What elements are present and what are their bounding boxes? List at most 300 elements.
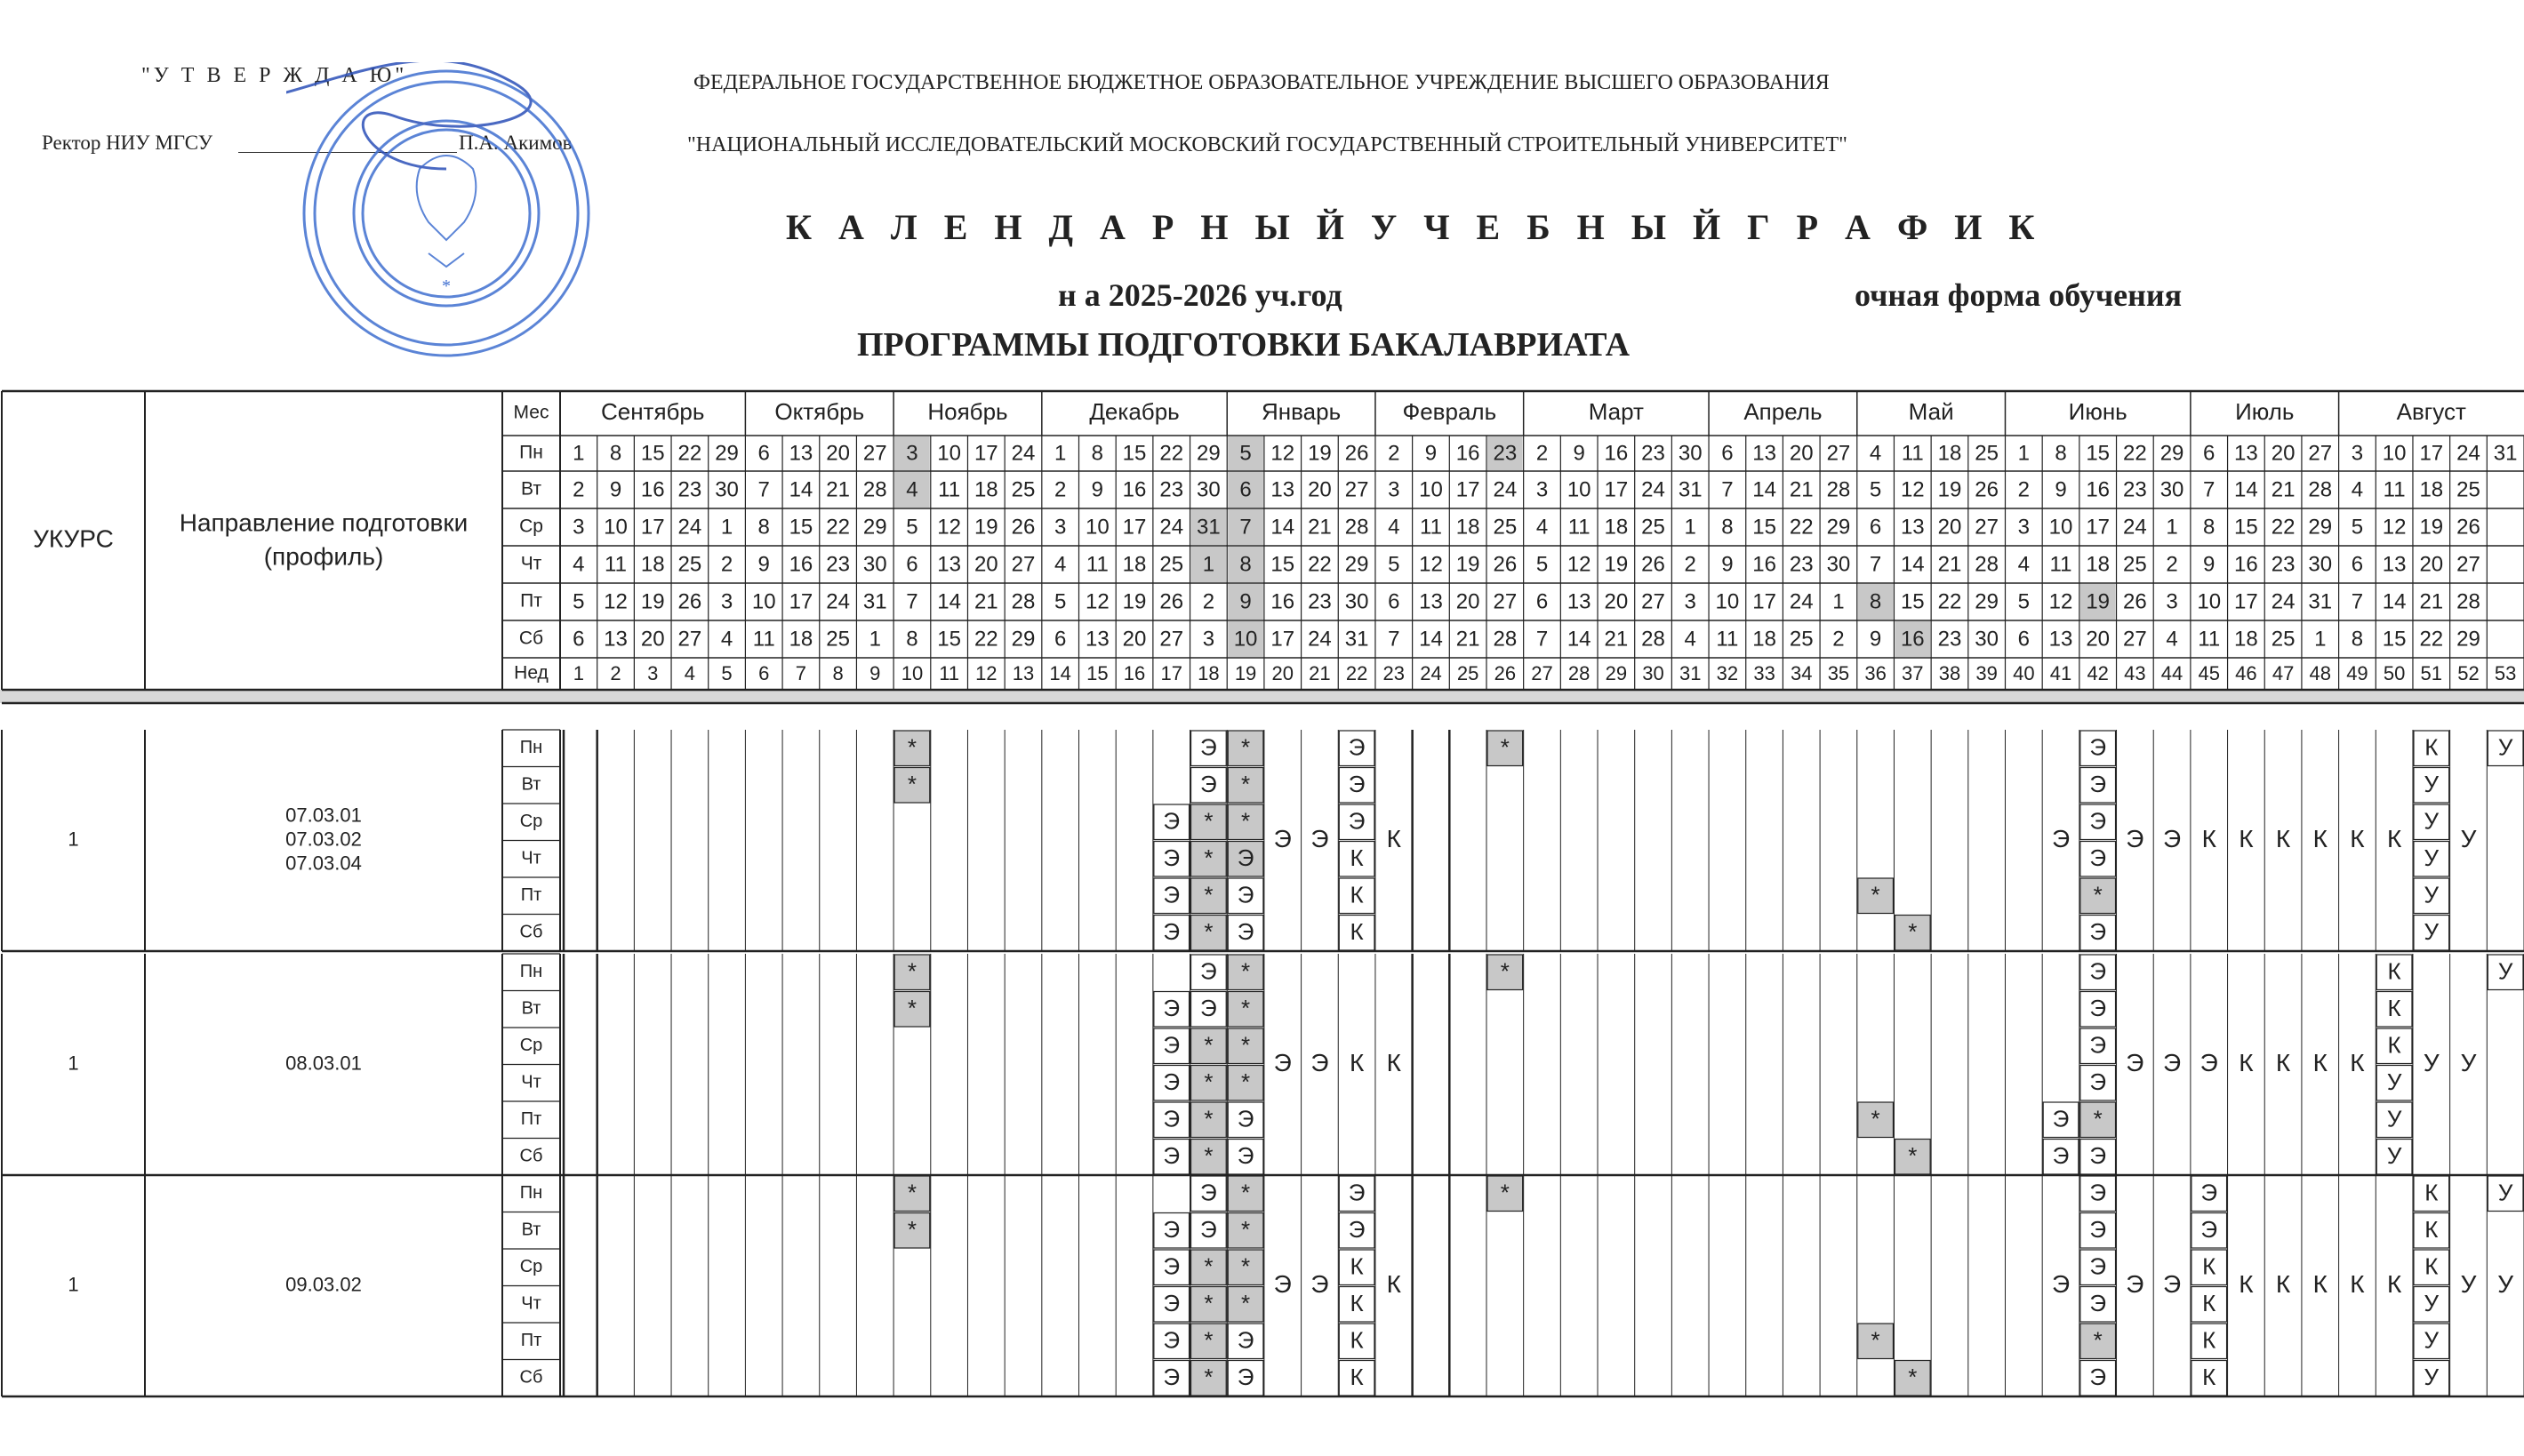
schedule-mark: *: [1241, 1179, 1251, 1206]
week-mark: Э: [2162, 824, 2182, 852]
schedule-mark: К: [1350, 1290, 1364, 1317]
date-cell: 30: [862, 552, 887, 577]
date-cell: 8: [1239, 552, 1252, 577]
schedule-mark: У: [2424, 771, 2440, 798]
week-number: 1: [573, 661, 584, 684]
date-cell: 4: [1869, 441, 1882, 466]
schedule-mark: *: [907, 733, 917, 761]
week-number: 7: [795, 661, 807, 684]
date-cell: 7: [1239, 515, 1252, 540]
date-cell: 15: [640, 441, 665, 466]
date-cell: 30: [1826, 552, 1851, 577]
date-cell: 21: [826, 477, 850, 502]
date-cell: 12: [1270, 441, 1295, 466]
date-cell: 11: [1086, 552, 1109, 577]
week-number: 16: [1123, 661, 1146, 684]
month-label-3: Ноябрь: [927, 397, 1008, 425]
date-cell: 20: [1789, 441, 1814, 466]
week-mark: К: [2350, 1048, 2365, 1076]
day-label: Чт: [521, 1072, 541, 1092]
date-cell: 25: [2456, 477, 2480, 502]
date-cell: 23: [2123, 477, 2147, 502]
date-cell: 6: [1721, 441, 1734, 466]
date-cell: 5: [573, 589, 585, 614]
date-cell: 26: [1641, 552, 1665, 577]
week-number: 43: [2124, 661, 2146, 684]
direction-code: 08.03.01: [285, 1052, 362, 1075]
date-cell: 5: [1869, 477, 1882, 502]
date-cell: 6: [573, 627, 585, 652]
schedule-mark: *: [1204, 881, 1214, 908]
schedule-mark: *: [1241, 1031, 1251, 1059]
date-cell: 26: [1493, 552, 1518, 577]
schedule-mark: Э: [2089, 733, 2107, 761]
week-mark: К: [1386, 1269, 1401, 1298]
schedule-mark: Э: [2052, 1105, 2070, 1132]
date-cell: 23: [826, 552, 850, 577]
date-cell: 22: [2419, 627, 2444, 652]
date-cell: 23: [1493, 441, 1518, 466]
date-cell: 29: [862, 515, 887, 540]
week-mark: К: [1386, 824, 1401, 852]
date-cell: 21: [1455, 627, 1480, 652]
date-cell: 27: [1011, 552, 1036, 577]
date-cell: 28: [2308, 477, 2333, 502]
date-cell: 22: [974, 627, 998, 652]
date-cell: 6: [1535, 589, 1549, 614]
schedule-mark: *: [1500, 1179, 1510, 1206]
date-cell: 26: [2456, 515, 2480, 540]
schedule-mark: К: [2202, 1290, 2216, 1317]
direction-code: 07.03.02: [285, 828, 362, 851]
day-label: Пт: [520, 1331, 542, 1351]
date-cell: 14: [1419, 627, 1443, 652]
date-cell: 12: [1419, 552, 1443, 577]
rector-title: Ректор НИУ МГСУ: [42, 132, 213, 154]
date-cell: 28: [1975, 552, 1999, 577]
week-mark: К: [2239, 1048, 2254, 1076]
schedule-mark: *: [1204, 1252, 1214, 1280]
schedule-mark: *: [1908, 918, 1918, 946]
schedule-mark: *: [907, 1179, 917, 1206]
week-mark: К: [2239, 824, 2254, 852]
schedule-mark: Э: [1163, 995, 1181, 1022]
date-cell: 5: [2017, 589, 2031, 614]
schedule-mark: Э: [1163, 1031, 1181, 1059]
date-cell: 20: [2086, 627, 2111, 652]
schedule-mark: Э: [1348, 1179, 1366, 1206]
date-cell: 3: [1202, 627, 1215, 652]
week-mark: К: [2350, 1269, 2365, 1298]
date-cell: 25: [1159, 552, 1184, 577]
day-label: Сб: [519, 1146, 543, 1166]
schedule-mark: У: [2424, 1364, 2440, 1391]
date-cell: 15: [1270, 552, 1295, 577]
week-number: 34: [1791, 661, 1813, 684]
date-cell: 9: [2203, 552, 2216, 577]
schedule-mark: Э: [2089, 1216, 2107, 1244]
date-cell: 12: [604, 589, 628, 614]
date-cell: 5: [1535, 552, 1549, 577]
document-title: К А Л Е Н Д А Р Н Ы Й У Ч Е Б Н Ы Й Г Р А Ф И К: [786, 207, 2044, 247]
week-mark: К: [2239, 1269, 2254, 1298]
date-cell: 1: [2017, 441, 2031, 466]
date-cell: 30: [1975, 627, 1999, 652]
week-mark: К: [2350, 824, 2365, 852]
date-cell: 13: [1900, 515, 1925, 540]
date-cell: 17: [2419, 441, 2444, 466]
schedule-mark: У: [2386, 1068, 2402, 1096]
schedule-mark: У: [2497, 957, 2513, 985]
date-cell: 26: [1975, 477, 1999, 502]
schedule-mark: У: [2386, 1142, 2402, 1170]
date-cell: 24: [677, 515, 702, 540]
schedule-mark: *: [2093, 1326, 2103, 1354]
date-cell: 11: [1716, 627, 1739, 652]
date-cell: 1: [573, 441, 585, 466]
date-cell: 17: [1752, 589, 1776, 614]
date-cell: 24: [1493, 477, 1518, 502]
schedule-mark: Э: [1237, 918, 1254, 946]
org-line-2: "НАЦИОНАЛЬНЫЙ ИССЛЕДОВАТЕЛЬСКИЙ МОСКОВСКИЙ ГОСУДАРСТВЕННЫЙ СТРОИТЕЛЬНЫЙ УНИВЕРСИТЕТ": [687, 133, 1847, 156]
schedule-mark: *: [1204, 1326, 1214, 1354]
date-cell: 26: [1344, 441, 1369, 466]
date-cell: 15: [1900, 589, 1925, 614]
date-cell: 14: [1566, 627, 1591, 652]
schedule-mark: Э: [1348, 1216, 1366, 1244]
schedule-mark: Э: [1200, 995, 1217, 1022]
date-cell: 23: [1641, 441, 1665, 466]
date-cell: 9: [2055, 477, 2067, 502]
week-number: 19: [1234, 661, 1257, 684]
date-cell: 2: [1388, 441, 1400, 466]
date-cell: 28: [1011, 589, 1036, 614]
date-cell: 3: [906, 441, 918, 466]
date-cell: 2: [573, 477, 585, 502]
week-mark: Э: [1310, 1048, 1329, 1076]
schedule-mark: Э: [2052, 1142, 2070, 1170]
month-label-1: Сентябрь: [600, 397, 705, 425]
date-cell: 1: [1684, 515, 1696, 540]
date-cell: 6: [906, 552, 918, 577]
date-cell: 10: [2382, 441, 2407, 466]
date-cell: 19: [1122, 589, 1147, 614]
date-cell: 27: [2308, 441, 2333, 466]
date-cell: 23: [1308, 589, 1332, 614]
course-value: 1: [68, 1052, 79, 1075]
date-cell: 18: [1604, 515, 1629, 540]
schedule-mark: *: [1204, 1068, 1214, 1096]
schedule-mark: Э: [2089, 1179, 2107, 1206]
date-cell: 17: [2086, 515, 2111, 540]
date-cell: 29: [1344, 552, 1369, 577]
date-cell: 19: [1937, 477, 1962, 502]
date-cell: 17: [1122, 515, 1147, 540]
week-number: 23: [1382, 661, 1406, 684]
date-cell: 2: [2166, 552, 2178, 577]
date-cell: 25: [1641, 515, 1665, 540]
date-cell: 24: [1308, 627, 1332, 652]
date-cell: 26: [677, 589, 702, 614]
day-label-0: Пн: [519, 442, 543, 463]
date-cell: 18: [640, 552, 665, 577]
date-cell: 5: [1388, 552, 1400, 577]
week-number: 44: [2160, 661, 2183, 684]
schedule-mark: *: [1241, 733, 1251, 761]
schedule-mark: *: [1241, 1252, 1251, 1280]
schedule-mark: К: [2202, 1326, 2216, 1354]
date-cell: 14: [937, 589, 961, 614]
date-cell: 5: [1054, 589, 1067, 614]
schedule-mark: Э: [1163, 1326, 1181, 1354]
date-cell: 27: [2456, 552, 2480, 577]
day-label: Пн: [519, 962, 543, 982]
date-cell: 9: [757, 552, 770, 577]
schedule-mark: Э: [1163, 1105, 1181, 1132]
week-number: 6: [758, 661, 770, 684]
week-number: 18: [1198, 661, 1220, 684]
date-cell: 15: [2086, 441, 2111, 466]
date-cell: 29: [1011, 627, 1036, 652]
date-cell: 8: [906, 627, 918, 652]
date-cell: 15: [2382, 627, 2407, 652]
schedule-mark: Э: [1200, 1216, 1217, 1244]
date-cell: 20: [1122, 627, 1147, 652]
day-label: Ср: [519, 1036, 543, 1056]
week-number: 37: [1902, 661, 1924, 684]
week-number: 31: [1679, 661, 1702, 684]
date-cell: 9: [1424, 441, 1438, 466]
date-cell: 18: [2086, 552, 2111, 577]
date-cell: 24: [826, 589, 850, 614]
schedule-mark: Э: [2089, 1068, 2107, 1096]
date-cell: 10: [1233, 627, 1258, 652]
schedule-mark: *: [1871, 1105, 1880, 1132]
date-cell: 11: [752, 627, 775, 652]
date-cell: 24: [1011, 441, 1036, 466]
date-cell: 29: [1826, 515, 1851, 540]
day-label: Вт: [521, 998, 541, 1019]
date-cell: 16: [1900, 627, 1925, 652]
date-cell: 26: [1011, 515, 1036, 540]
week-mark: К: [1386, 1048, 1401, 1076]
date-cell: 21: [2419, 589, 2444, 614]
schedule-mark: Э: [1163, 1290, 1181, 1317]
schedule-mark: *: [1204, 918, 1214, 946]
date-cell: 16: [1455, 441, 1480, 466]
week-number: 24: [1420, 661, 1442, 684]
date-cell: 23: [677, 477, 702, 502]
date-cell: 16: [1752, 552, 1776, 577]
date-cell: 13: [2234, 441, 2258, 466]
schedule-mark: Э: [1163, 1216, 1181, 1244]
date-cell: 30: [1344, 589, 1369, 614]
date-cell: 17: [1455, 477, 1480, 502]
schedule-mark: Э: [1237, 1105, 1254, 1132]
schedule-mark: К: [2424, 733, 2439, 761]
week-mark: Э: [1310, 1269, 1329, 1298]
schedule-mark: Э: [2200, 1216, 2218, 1244]
date-cell: 26: [1159, 589, 1184, 614]
schedule-mark: *: [1241, 1290, 1251, 1317]
date-cell: 2: [1202, 589, 1215, 614]
date-cell: 9: [1239, 589, 1252, 614]
date-cell: 23: [1789, 552, 1814, 577]
day-label: Сб: [519, 922, 543, 942]
date-cell: 28: [1826, 477, 1851, 502]
day-label: Чт: [521, 848, 541, 868]
date-cell: 13: [2382, 552, 2407, 577]
date-cell: 1: [2314, 627, 2327, 652]
date-cell: 20: [974, 552, 998, 577]
date-cell: 19: [974, 515, 998, 540]
day-label-1: Вт: [521, 478, 541, 500]
schedule-mark: Э: [1237, 1364, 1254, 1391]
month-label-12: Август: [2396, 397, 2466, 425]
week-number: 51: [2420, 661, 2443, 684]
date-cell: 12: [2048, 589, 2073, 614]
date-cell: 13: [1566, 589, 1591, 614]
day-label: Пн: [519, 738, 543, 758]
schedule-mark: У: [2424, 1326, 2440, 1354]
date-cell: 14: [789, 477, 813, 502]
date-cell: 1: [1054, 441, 1067, 466]
date-cell: 22: [2123, 441, 2147, 466]
schedule-mark: Э: [1163, 1364, 1181, 1391]
date-cell: 14: [1270, 515, 1295, 540]
date-cell: 12: [2382, 515, 2407, 540]
schedule-mark: У: [2424, 1290, 2440, 1317]
week-mark: У: [2460, 1048, 2477, 1076]
date-cell: 20: [1455, 589, 1480, 614]
direction-code: 07.03.04: [285, 852, 362, 875]
schedule-mark: Э: [1237, 881, 1254, 908]
week-mark: Э: [1273, 824, 1292, 852]
date-cell: 21: [1308, 515, 1332, 540]
date-cell: 8: [2055, 441, 2067, 466]
date-cell: 16: [1270, 589, 1295, 614]
date-cell: 8: [1869, 589, 1882, 614]
date-cell: 31: [1344, 627, 1369, 652]
schedule-mark: *: [1204, 1142, 1214, 1170]
date-cell: 24: [2271, 589, 2296, 614]
week-mark: К: [2312, 1048, 2328, 1076]
date-cell: 11: [938, 477, 961, 502]
date-cell: 24: [2456, 441, 2480, 466]
schedule-mark: *: [907, 771, 917, 798]
week-number: 27: [1531, 661, 1553, 684]
week-mark: Э: [1273, 1269, 1292, 1298]
program-title: ПРОГРАММЫ ПОДГОТОВКИ БАКАЛАВРИАТА: [857, 326, 1631, 364]
date-cell: 4: [2166, 627, 2178, 652]
date-cell: 13: [789, 441, 813, 466]
schedule-mark: Э: [2200, 1179, 2218, 1206]
schedule-mark: *: [1204, 844, 1214, 872]
schedule-mark: У: [2424, 881, 2440, 908]
week-number: 38: [1938, 661, 1961, 684]
schedule-mark: Э: [2089, 957, 2107, 985]
month-label-9: Май: [1908, 397, 1954, 425]
week-mark: У: [2423, 1048, 2440, 1076]
date-cell: 25: [1011, 477, 1036, 502]
schedule-mark: К: [2387, 957, 2401, 985]
week-number: 25: [1456, 661, 1479, 684]
date-cell: 14: [2382, 589, 2407, 614]
date-cell: 7: [906, 589, 918, 614]
separator-band: [0, 690, 2524, 703]
date-cell: 7: [1535, 627, 1549, 652]
date-cell: 7: [1721, 477, 1734, 502]
date-cell: 4: [1535, 515, 1549, 540]
week-mark: У: [2460, 1269, 2477, 1298]
date-cell: 27: [1641, 589, 1665, 614]
week-mark: Э: [2162, 1048, 2182, 1076]
week-mark: Э: [2162, 1269, 2182, 1298]
schedule-mark: Э: [1163, 1252, 1181, 1280]
date-cell: 2: [1684, 552, 1696, 577]
schedule-mark: *: [1204, 1290, 1214, 1317]
direction-code: 09.03.02: [285, 1273, 362, 1296]
schedule-mark: *: [1241, 807, 1251, 835]
date-cell: 18: [2419, 477, 2444, 502]
schedule-mark: Э: [1348, 771, 1366, 798]
date-cell: 25: [677, 552, 702, 577]
date-cell: 30: [2159, 477, 2184, 502]
rector-name: П.А. Акимов: [459, 132, 573, 154]
date-cell: 4: [1388, 515, 1400, 540]
date-cell: 18: [1752, 627, 1776, 652]
date-cell: 27: [677, 627, 702, 652]
schedule-mark: *: [2093, 1105, 2103, 1132]
date-cell: 15: [1752, 515, 1776, 540]
day-label: Вт: [521, 774, 541, 795]
date-cell: 25: [1493, 515, 1518, 540]
schedule-mark: У: [2386, 1105, 2402, 1132]
date-cell: 10: [1085, 515, 1110, 540]
date-cell: 26: [2123, 589, 2147, 614]
date-cell: 10: [751, 589, 776, 614]
week-number: 15: [1086, 661, 1109, 684]
schedule-mark: *: [1241, 1216, 1251, 1244]
date-cell: 29: [1975, 589, 1999, 614]
schedule-mark: *: [1204, 1364, 1214, 1391]
schedule-mark: К: [2424, 1252, 2439, 1280]
date-cell: 21: [1789, 477, 1814, 502]
date-cell: 19: [1308, 441, 1332, 466]
schedule-mark: У: [2497, 733, 2513, 761]
schedule-mark: Э: [2089, 1290, 2107, 1317]
date-cell: 18: [1455, 515, 1480, 540]
schedule-mark: К: [1350, 1364, 1364, 1391]
date-cell: 17: [2234, 589, 2258, 614]
approval-label: "У Т В Е Р Ж Д А Ю": [141, 64, 408, 87]
week-mark: Э: [2126, 824, 2144, 852]
date-cell: 12: [1900, 477, 1925, 502]
week-mark: Э: [2126, 1269, 2144, 1298]
date-cell: 18: [1122, 552, 1147, 577]
date-cell: 3: [1054, 515, 1067, 540]
date-cell: 28: [1344, 515, 1369, 540]
date-cell: 10: [2197, 589, 2222, 614]
date-cell: 7: [757, 477, 770, 502]
week-number: 9: [869, 661, 881, 684]
date-cell: 20: [2419, 552, 2444, 577]
month-label-4: Декабрь: [1089, 397, 1180, 425]
schedule-mark: У: [2424, 844, 2440, 872]
direction-header-2: (профиль): [263, 542, 384, 571]
week-number: 14: [1049, 661, 1071, 684]
date-cell: 3: [2166, 589, 2178, 614]
